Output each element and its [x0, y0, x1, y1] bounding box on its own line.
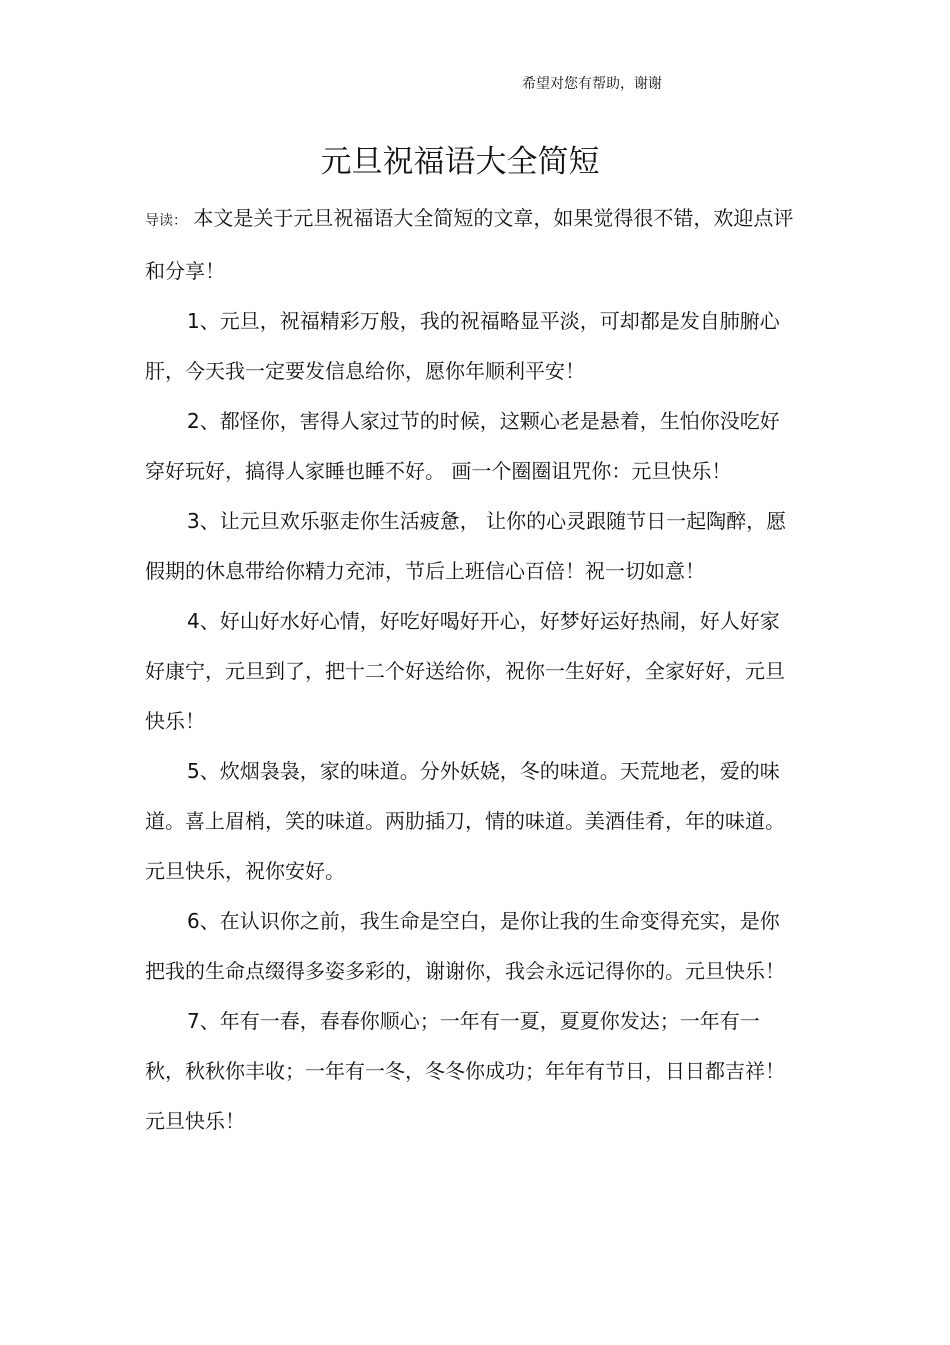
header-note: 希望对您有帮助，谢谢 — [522, 76, 662, 92]
blessing-item-5: 5、炊烟袅袅，家的味道。分外妖娆，冬的味道。天荒地老，爱的味道。喜上眉梢，笑的味道。两肋插刀，情的味道。美酒佳肴，年的味道。元旦快乐，祝你安好。 — [145, 759, 785, 883]
article-body — [145, 193, 795, 1146]
blessing-item-4: 4、好山好水好心情，好吃好喝好开心，好梦好运好热闹，好人好家好康宁，元旦到了，把十二个好送给你，祝你一生好好，全家好好，元旦快乐！ — [145, 609, 785, 733]
page-title: 元旦祝福语大全简短 — [320, 144, 600, 180]
blessing-item-1: 1、元旦，祝福精彩万般，我的祝福略显平淡，可却都是发自肺腑心肝，今天我一定要发信息给你，愿你年顺利平安！ — [145, 309, 780, 383]
blessing-item-7: 7、年有一春，春春你顺心；一年有一夏，夏夏你发达；一年有一秋，秋秋你丰收；一年有一冬，冬冬你成功；年年有节日，日日都吉祥！元旦快乐！ — [145, 1009, 785, 1133]
blessing-item-2: 2、都怪你，害得人家过节的时候，这颗心老是悬着，生怕你没吃好穿好玩好，搞得人家睡也睡不好。 画一个圈圈诅咒你：元旦快乐！ — [145, 409, 780, 483]
blessing-item-6: 6、在认识你之前，我生命是空白，是你让我的生命变得充实，是你把我的生命点缀得多姿多彩的，谢谢你，我会永远记得你的。元旦快乐！ — [145, 909, 785, 983]
blessing-item-3: 3、让元旦欢乐驱走你生活疲惫， 让你的心灵跟随节日一起陶醉，愿假期的休息带给你精力充沛，节后上班信心百倍！祝一切如意！ — [145, 509, 787, 583]
intro-label: 导读： — [145, 213, 187, 229]
intro-paragraph — [145, 193, 795, 296]
intro-text: 本文是关于元旦祝福语大全简短的文章，如果觉得很不错，欢迎点评和分享！ — [145, 206, 794, 283]
